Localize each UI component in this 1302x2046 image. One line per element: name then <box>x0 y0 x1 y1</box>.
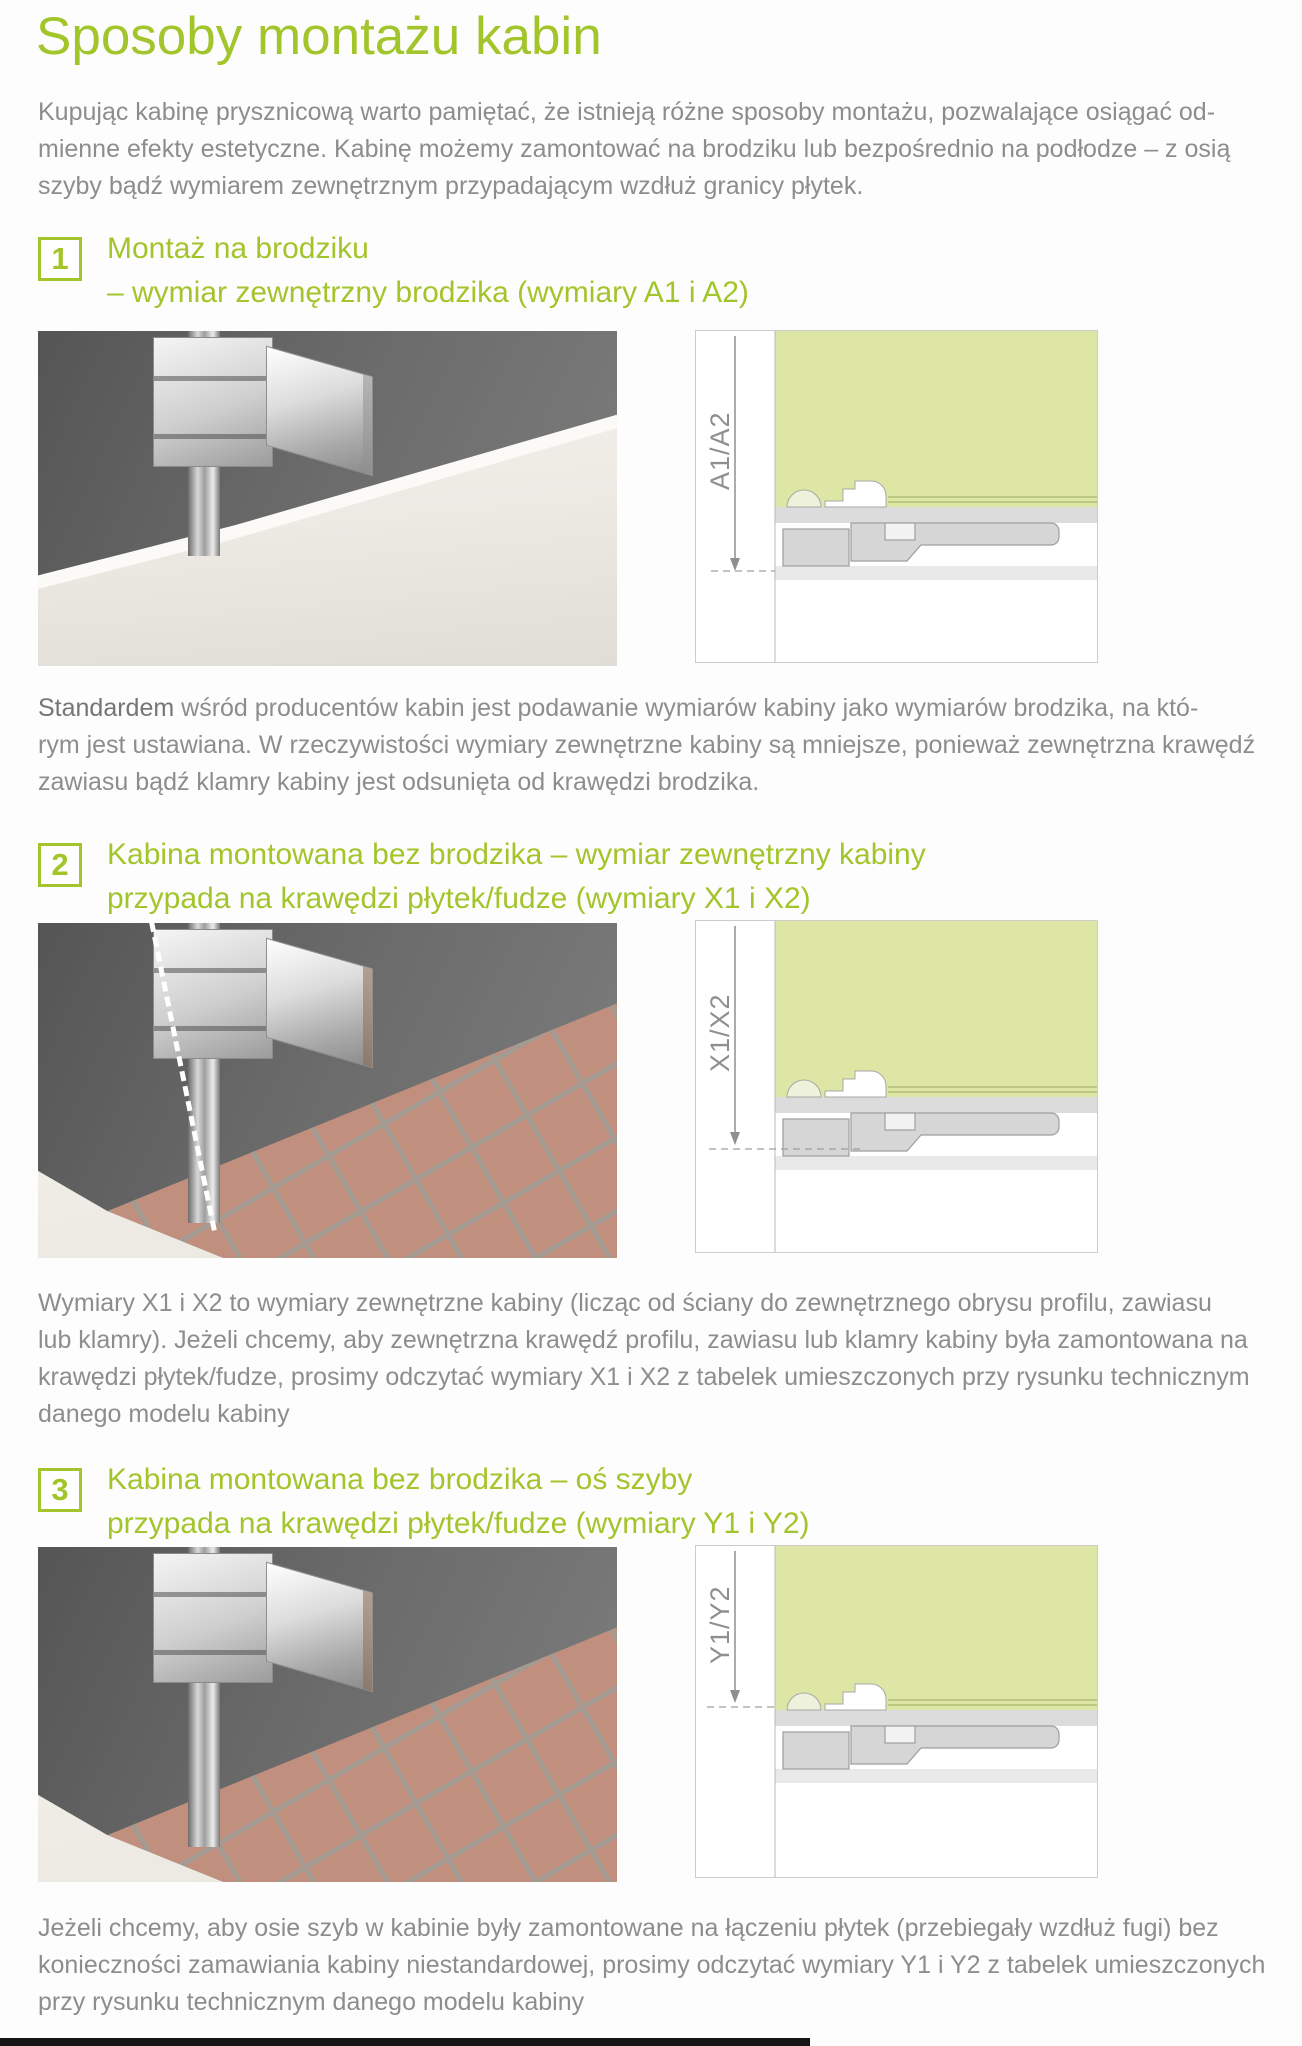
intro-line: szyby bądź wymiarem zewnętrznym przypadającym wzdłuż granicy płytek. <box>38 172 864 200</box>
section1-photo-shower-tray <box>38 331 617 666</box>
section1-number-badge <box>38 237 82 281</box>
note-line: danego modelu kabiny <box>38 1400 290 1428</box>
section-number: 1 <box>51 241 69 276</box>
section3-diagram <box>695 1545 1098 1878</box>
section2-heading <box>107 833 926 921</box>
section1-note <box>38 690 1255 801</box>
section2-diagram <box>695 920 1098 1253</box>
note-line: rym jest ustawiana. W rzeczywistości wymiary zewnętrzne kabiny są mniejsze, ponieważ zewnętrzna krawędź <box>38 731 1256 759</box>
hinge-knuckle <box>154 1650 272 1655</box>
section1-heading <box>107 227 749 315</box>
hinge-knuckle <box>154 968 272 973</box>
hinge-plate <box>153 1553 273 1683</box>
heading-line: Kabina montowana bez brodzika – oś szyby <box>107 1463 693 1496</box>
section3-photo-tiled-floor <box>38 1547 617 1882</box>
note-line: krawędzi płytek/fudze, prosimy odczytać wymiary X1 i X2 z tabelek umieszczonych przy rysunku technicznym <box>38 1363 1250 1391</box>
heading-line: Montaż na brodziku <box>107 232 369 265</box>
section3-heading <box>107 1458 810 1546</box>
cabin-area-fill <box>775 331 1097 507</box>
hinge-plate <box>153 337 273 467</box>
section2-photo-tiled-floor <box>38 923 617 1258</box>
note-line: zawiasu bądź klamry kabiny jest odsunięta od krawędzi brodzika. <box>38 768 760 796</box>
cabin-area-fill <box>775 1546 1097 1710</box>
section2-note <box>38 1285 1250 1433</box>
section-number: 3 <box>51 1472 69 1507</box>
hinge-plate <box>153 929 273 1059</box>
section-number: 2 <box>51 847 69 882</box>
heading-line: przypada na krawędzi płytek/fudze (wymiary Y1 i Y2) <box>107 1507 810 1540</box>
page-title: Sposoby montażu kabin <box>36 7 602 66</box>
section3-note <box>38 1910 1265 2021</box>
heading-line: przypada na krawędzi płytek/fudze (wymiary X1 i X2) <box>107 882 811 915</box>
hinge-arm-cap <box>363 374 372 475</box>
cabin-area-fill <box>775 921 1097 1097</box>
hinge-arm-cap <box>363 1590 372 1691</box>
heading-line: – wymiar zewnętrzny brodzika (wymiary A1 i A2) <box>107 276 749 309</box>
intro-line: Kupując kabinę prysznicową warto pamiętać, że istnieją różne sposoby montażu, pozwalające osiągać od- <box>38 98 1216 126</box>
note-line: Wymiary X1 i X2 to wymiary zewnętrzne kabiny (licząc od ściany do zewnętrznego obrysu profilu, zawiasu <box>38 1289 1212 1317</box>
note-line: konieczności zamawiania kabiny niestandardowej, prosimy odczytać wymiary Y1 i Y2 z tabelek umieszczonych <box>38 1951 1266 1979</box>
intro-paragraph <box>38 94 1230 205</box>
note-line: Jeżeli chcemy, aby osie szyb w kabinie były zamontowane na łączeniu płytek (przebiegały wzdłuż fugi) bez <box>38 1914 1219 1942</box>
hinge-knuckle <box>154 1592 272 1597</box>
hinge-arm-cap <box>363 966 372 1067</box>
section1-diagram <box>695 330 1098 663</box>
page-bottom-bar <box>0 2038 810 2046</box>
dimension-label: Y1/Y2 <box>705 1585 735 1664</box>
note-line-text: wśród producentów kabin jest podawanie wymiarów kabiny jako wymiarów brodzika, na któ- <box>174 694 1199 722</box>
section2-number-badge <box>38 843 82 887</box>
intro-line: mienne efekty estetyczne. Kabinę możemy zamontować na brodziku lub bezpośrednio na podłodze – z osią <box>38 135 1231 163</box>
note-line: przy rysunku technicznym danego modelu kabiny <box>38 1988 585 2016</box>
heading-line: Kabina montowana bez brodzika – wymiar zewnętrzny kabiny <box>107 838 926 871</box>
hinge-knuckle <box>154 434 272 439</box>
dimension-label: A1/A2 <box>705 411 735 490</box>
hinge-knuckle <box>154 376 272 381</box>
note-line <box>38 690 1255 727</box>
note-bold-lead: Standardem <box>38 694 175 722</box>
section3-number-badge <box>38 1468 82 1512</box>
note-line: lub klamry). Jeżeli chcemy, aby zewnętrzna krawędź profilu, zawiasu lub klamry kabiny była zamontowana na <box>38 1326 1248 1354</box>
dimension-label: X1/X2 <box>705 993 735 1072</box>
